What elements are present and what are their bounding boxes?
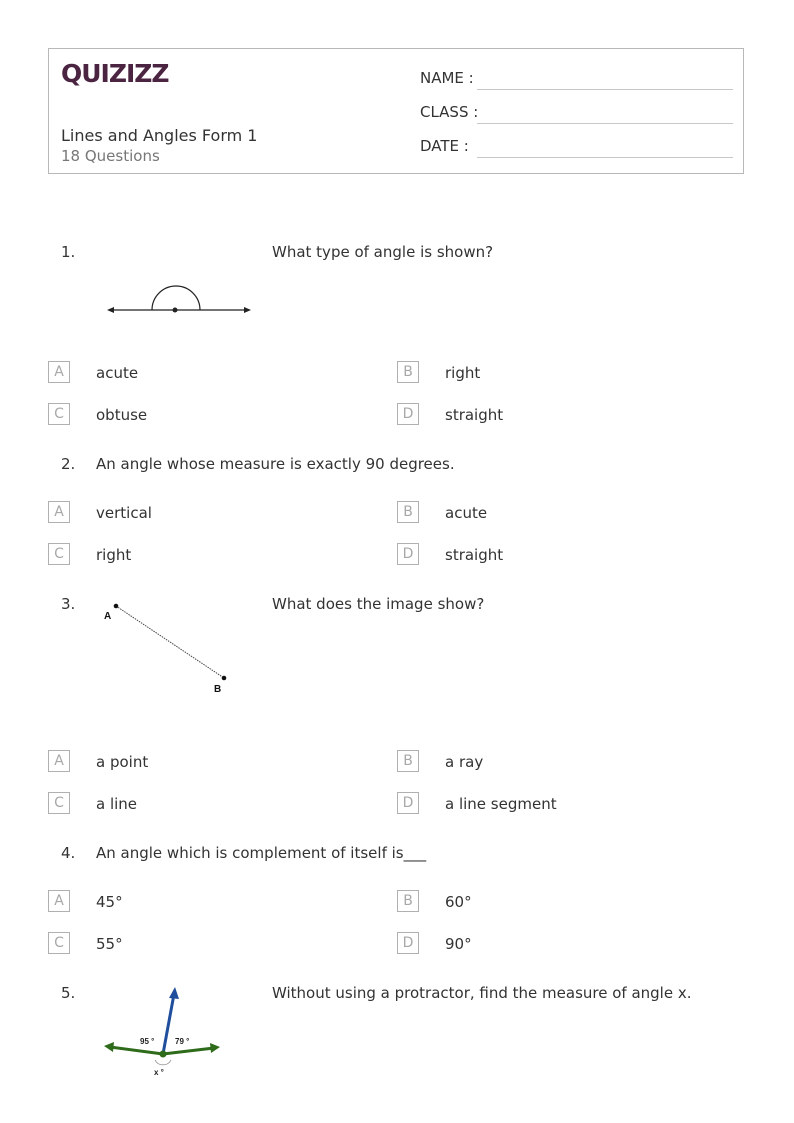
q2-option-d-text: straight — [445, 546, 504, 564]
q2-option-a-box[interactable]: A — [48, 501, 70, 523]
q1-option-a-text: acute — [96, 364, 139, 382]
angle-95-label: 95 ° — [140, 1037, 155, 1046]
q4-option-a-text: 45° — [96, 893, 123, 911]
q4-option-d-text: 90° — [445, 935, 472, 953]
question-4-number: 4. — [61, 844, 76, 862]
q1-option-d-text: straight — [445, 406, 504, 424]
q3-option-b-box[interactable]: B — [397, 750, 419, 772]
q2-option-d-box[interactable]: D — [397, 543, 419, 565]
q3-option-c-box[interactable]: C — [48, 792, 70, 814]
straight-angle-figure — [100, 280, 260, 325]
q1-option-b-box[interactable]: B — [397, 361, 419, 383]
question-4-text: An angle which is complement of itself is___ — [96, 844, 427, 862]
point-b-label: B — [214, 684, 222, 695]
worksheet-header — [48, 48, 744, 174]
line-segment-figure — [100, 598, 240, 698]
question-2-number: 2. — [61, 455, 76, 473]
q3-option-d-box[interactable]: D — [397, 792, 419, 814]
question-3-text: What does the image show? — [272, 595, 485, 613]
q3-option-c-text: a line — [96, 795, 138, 813]
question-3-number: 3. — [61, 595, 76, 613]
angle-79-label: 79 ° — [175, 1037, 190, 1046]
question-1-text: What type of angle is shown? — [272, 243, 494, 261]
question-2-text: An angle whose measure is exactly 90 degrees. — [96, 455, 455, 473]
q1-option-c-box[interactable]: C — [48, 403, 70, 425]
q2-option-c-text: right — [96, 546, 132, 564]
point-a-label: A — [104, 611, 112, 622]
question-5-number: 5. — [61, 984, 76, 1002]
q1-option-a-box[interactable]: A — [48, 361, 70, 383]
q4-option-b-text: 60° — [445, 893, 472, 911]
q3-option-a-text: a point — [96, 753, 149, 771]
question-1-number: 1. — [61, 243, 76, 261]
q3-option-a-box[interactable]: A — [48, 750, 70, 772]
q4-option-d-box[interactable]: D — [397, 932, 419, 954]
class-field[interactable] — [477, 123, 733, 124]
q1-option-c-text: obtuse — [96, 406, 148, 424]
q3-option-d-text: a line segment — [445, 795, 557, 813]
quizizz-logo: QUIZIZZ — [61, 59, 169, 88]
worksheet-title: Lines and Angles Form 1 — [61, 126, 258, 145]
angle-x-figure — [100, 982, 230, 1082]
q3-option-b-text: a ray — [445, 753, 484, 771]
q2-option-a-text: vertical — [96, 504, 152, 522]
date-field[interactable] — [477, 157, 733, 158]
q4-option-c-text: 55° — [96, 935, 123, 953]
q2-option-b-text: acute — [445, 504, 488, 522]
name-label: NAME : — [420, 69, 474, 87]
name-field[interactable] — [477, 89, 733, 90]
date-label: DATE : — [420, 137, 469, 155]
angle-x-label: x ° — [154, 1068, 164, 1077]
question-5-text: Without using a protractor, find the measure of angle x. — [272, 984, 692, 1002]
q1-option-b-text: right — [445, 364, 481, 382]
q4-option-c-box[interactable]: C — [48, 932, 70, 954]
class-label: CLASS : — [420, 103, 479, 121]
q4-option-b-box[interactable]: B — [397, 890, 419, 912]
question-count: 18 Questions — [61, 147, 160, 165]
q2-option-c-box[interactable]: C — [48, 543, 70, 565]
q4-option-a-box[interactable]: A — [48, 890, 70, 912]
q2-option-b-box[interactable]: B — [397, 501, 419, 523]
q1-option-d-box[interactable]: D — [397, 403, 419, 425]
